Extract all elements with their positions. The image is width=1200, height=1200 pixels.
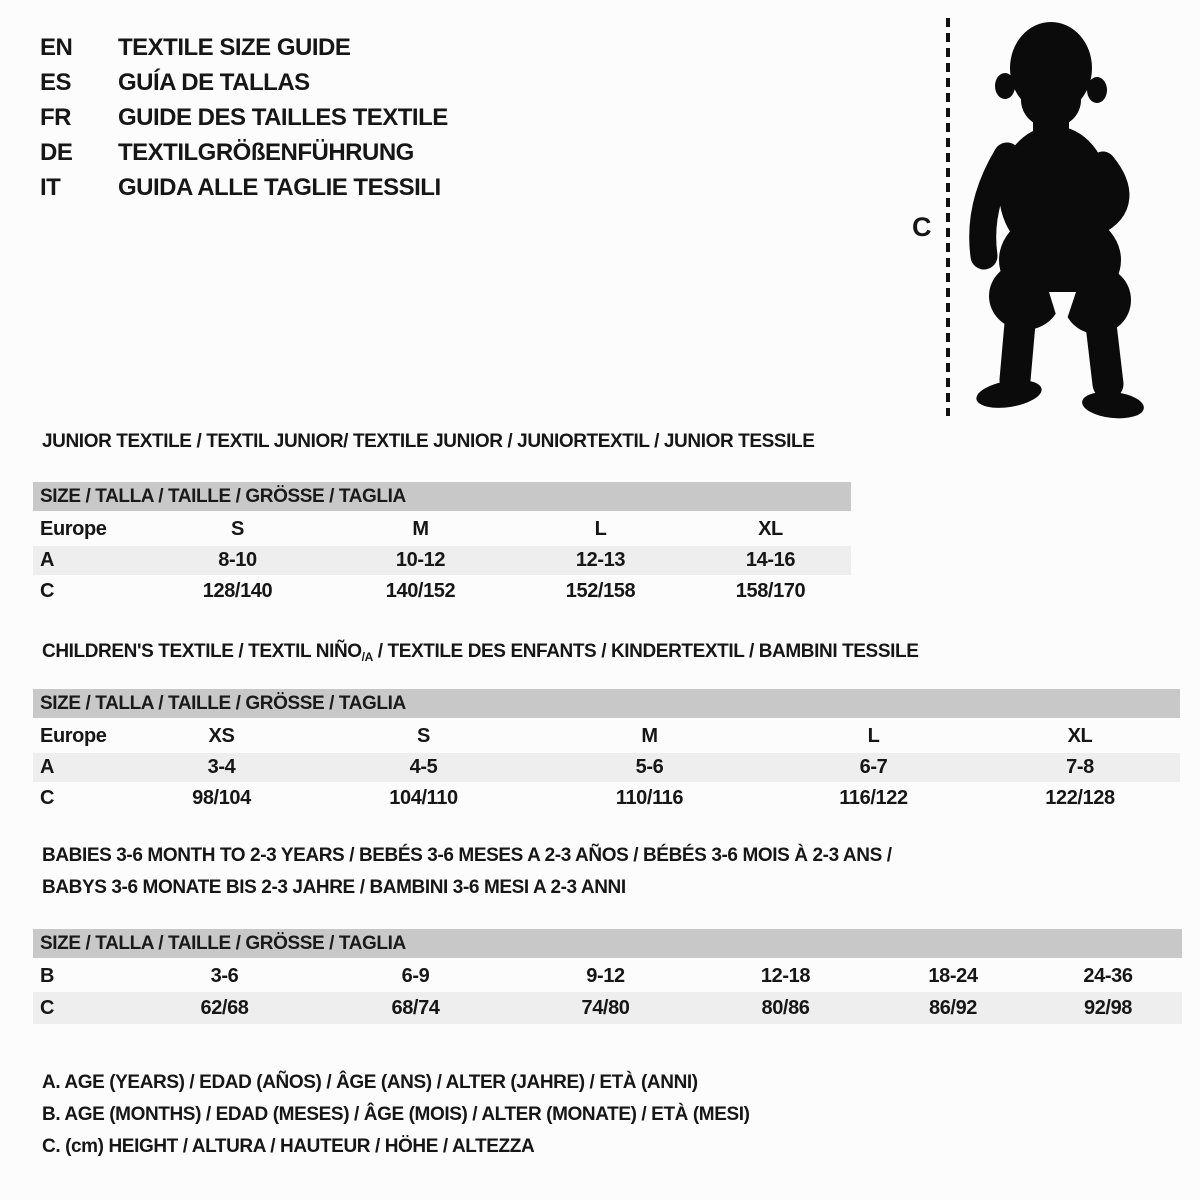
age-cell: 9-12 — [586, 964, 625, 987]
row-label: C — [40, 579, 55, 602]
table-row — [33, 575, 851, 607]
lang-code-de: DE — [40, 139, 73, 166]
row-label: C — [40, 786, 55, 809]
table-row — [33, 753, 1180, 782]
height-measure-label: C — [912, 212, 932, 242]
lang-code-fr: FR — [40, 104, 71, 131]
row-label: A — [40, 549, 55, 571]
height-cell: 86/92 — [928, 996, 978, 1019]
size-cell: M — [412, 518, 429, 540]
babies-size-header: SIZE / TALLA / TAILLE / GRÖSSE / TAGLIA — [33, 929, 1182, 958]
lang-code-es: ES — [40, 69, 72, 96]
children-section-title — [42, 641, 918, 664]
children-title-sub: /A — [361, 650, 373, 664]
lang-title-it: GUIDA ALLE TAGLIE TESSILI — [118, 174, 441, 201]
babies-size-table — [33, 929, 1182, 1024]
table-row — [33, 992, 1182, 1024]
age-cell: 12-13 — [575, 549, 626, 571]
age-cell: 4-5 — [409, 756, 438, 778]
age-cell: 6-7 — [859, 756, 888, 778]
legend-height-cm: C. (cm) HEIGHT / ALTURA / HAUTEUR / HÖHE / ALTEZZA — [42, 1136, 535, 1157]
size-cell: S — [231, 518, 244, 540]
age-cell: 3-6 — [210, 964, 239, 987]
children-title-suffix: / TEXTILE DES ENFANTS / KINDERTEXTIL / BAMBINI TESSILE — [372, 641, 919, 662]
age-cell: 3-4 — [207, 756, 236, 778]
table-row — [33, 782, 1180, 814]
height-cell: 92/98 — [1083, 996, 1133, 1019]
lang-row-en — [40, 30, 448, 65]
height-cell: 80/86 — [761, 996, 810, 1019]
lang-title-es: GUÍA DE TALLAS — [118, 69, 310, 96]
lang-row-it — [40, 170, 448, 205]
height-cell: 158/170 — [735, 579, 806, 602]
age-cell: 8-10 — [218, 549, 257, 571]
height-cell: 62/68 — [200, 996, 249, 1019]
height-cell: 104/110 — [389, 786, 458, 809]
lang-code-it: IT — [40, 174, 61, 201]
lang-title-de: TEXTILGRÖßENFÜHRUNG — [118, 139, 414, 166]
row-label: Europe — [40, 518, 107, 540]
height-cell: 68/74 — [391, 996, 440, 1019]
height-cell: 140/152 — [385, 579, 456, 602]
size-cell: S — [417, 725, 430, 747]
row-label: Europe — [40, 725, 107, 747]
age-cell: 14-16 — [745, 549, 796, 571]
junior-size-header: SIZE / TALLA / TAILLE / GRÖSSE / TAGLIA — [33, 482, 851, 511]
height-cell: 152/158 — [565, 579, 636, 602]
row-label: C — [40, 996, 55, 1019]
age-cell: 24-36 — [1083, 964, 1133, 987]
size-cell: XL — [758, 518, 783, 540]
size-cell: XL — [1067, 725, 1093, 747]
size-cell: M — [641, 725, 658, 747]
toddler-silhouette-icon — [963, 14, 1148, 419]
table-row — [33, 960, 1182, 992]
height-cell: 98/104 — [192, 786, 251, 809]
height-cell: 74/80 — [581, 996, 630, 1019]
table-row — [33, 720, 1180, 753]
legend-age-years: A. AGE (YEARS) / EDAD (AÑOS) / ÂGE (ANS) / ALTER (JAHRE) / ETÀ (ANNI) — [42, 1072, 698, 1093]
junior-section-title: JUNIOR TEXTILE / TEXTIL JUNIOR/ TEXTILE JUNIOR / JUNIORTEXTIL / JUNIOR TESSILE — [42, 431, 815, 452]
children-size-table — [33, 689, 1180, 814]
age-cell: 5-6 — [635, 756, 664, 778]
table-row — [33, 546, 851, 575]
height-cell: 128/140 — [202, 579, 273, 602]
row-label: B — [40, 964, 55, 987]
height-measure-dashed-line — [946, 18, 950, 416]
children-title-prefix: CHILDREN'S TEXTILE / TEXTIL NIÑO — [42, 641, 362, 662]
row-label: A — [40, 756, 55, 778]
legend-age-months: B. AGE (MONTHS) / EDAD (MESES) / ÂGE (MOIS) / ALTER (MONATE) / ETÀ (MESI) — [42, 1104, 750, 1125]
size-cell: L — [867, 725, 880, 747]
language-title-block — [40, 30, 448, 205]
age-cell: 7-8 — [1066, 756, 1094, 778]
height-cell: 116/122 — [839, 786, 908, 809]
age-cell: 10-12 — [395, 549, 446, 571]
lang-row-es — [40, 65, 448, 100]
junior-size-table — [33, 482, 851, 607]
lang-title-en: TEXTILE SIZE GUIDE — [118, 34, 351, 61]
babies-section-title-line1: BABIES 3-6 MONTH TO 2-3 YEARS / BEBÉS 3-6 MESES A 2-3 AÑOS / BÉBÉS 3-6 MOIS À 2-3 ANS / — [42, 845, 892, 866]
age-cell: 18-24 — [928, 964, 978, 987]
size-cell: L — [594, 518, 607, 540]
children-size-header: SIZE / TALLA / TAILLE / GRÖSSE / TAGLIA — [33, 689, 1180, 718]
age-cell: 6-9 — [401, 964, 430, 987]
size-cell: XS — [208, 725, 235, 747]
table-row — [33, 513, 851, 546]
lang-code-en: EN — [40, 34, 73, 61]
height-cell: 110/116 — [615, 786, 684, 809]
lang-title-fr: GUIDE DES TAILLES TEXTILE — [118, 104, 448, 131]
age-cell: 12-18 — [760, 964, 811, 987]
lang-row-de — [40, 135, 448, 170]
height-cell: 122/128 — [1045, 786, 1115, 809]
babies-section-title-line2: BABYS 3-6 MONATE BIS 2-3 JAHRE / BAMBINI 3-6 MESI A 2-3 ANNI — [42, 877, 626, 898]
lang-row-fr — [40, 100, 448, 135]
